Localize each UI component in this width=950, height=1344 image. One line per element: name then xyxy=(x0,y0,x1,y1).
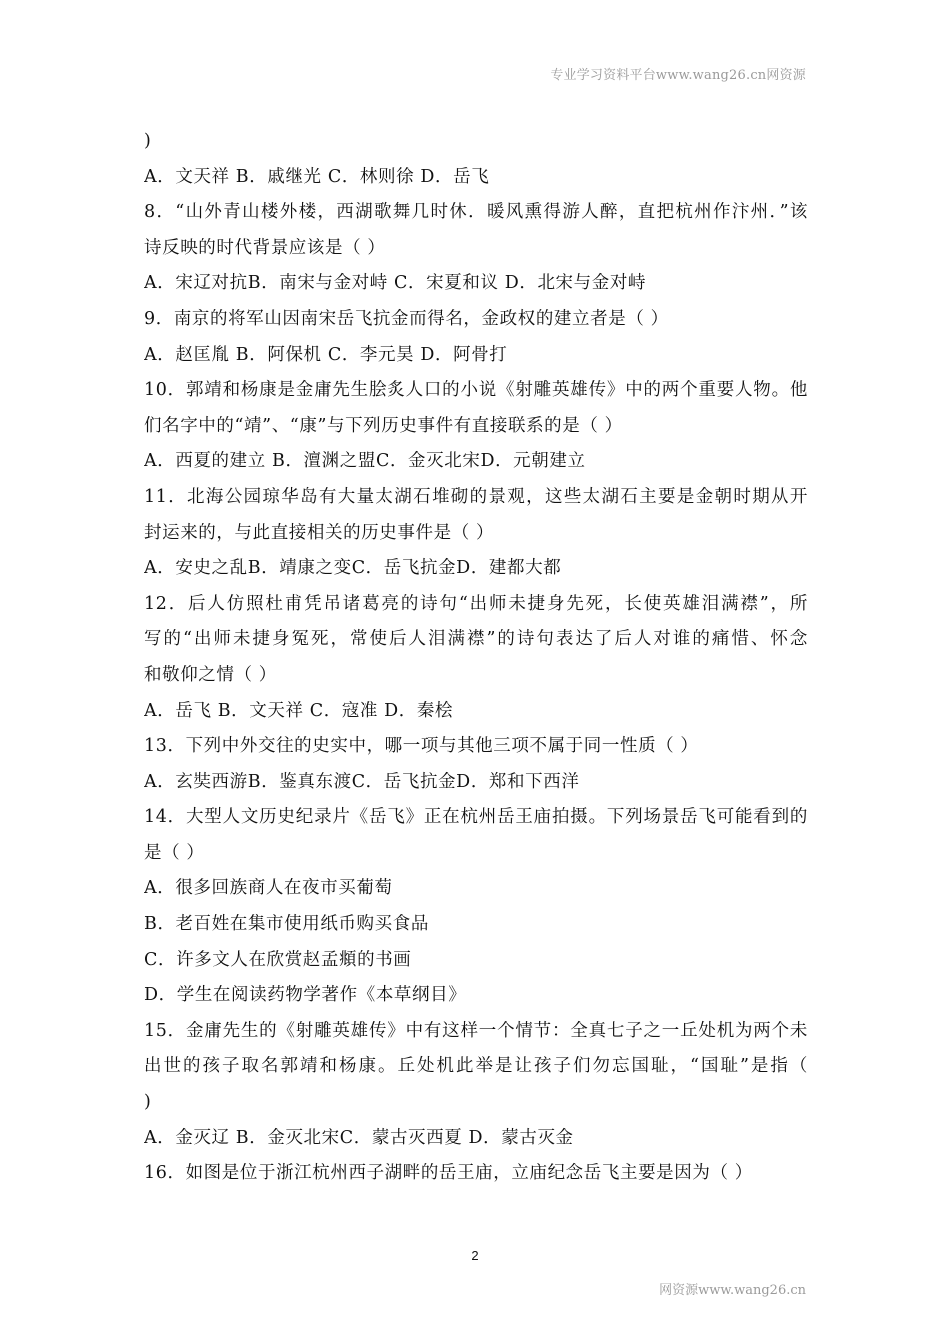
text-line: C．许多文人在欣赏赵孟頫的书画 xyxy=(144,949,412,970)
text-line: B．老百姓在集市使用纸币购买食品 xyxy=(144,914,429,935)
text-line: A．玄奘西游B．鉴真东渡C．岳飞抗金D．郑和下西洋 xyxy=(144,771,580,792)
text-line: 15．金庸先生的《射雕英雄传》中有这样一个情节：全真七子之一丘处机为两个未 xyxy=(144,1020,808,1041)
text-line: A．安史之乱B．靖康之变C．岳飞抗金D．建都大都 xyxy=(144,558,562,579)
page-footer: 网资源www.wang26.cn xyxy=(659,1283,806,1298)
text-line: ) xyxy=(144,131,152,151)
text-line: 们名字中的“靖”、“康”与下列历史事件有直接联系的是（ ） xyxy=(144,415,623,436)
text-line: 出世的孩子取名郭靖和杨康。丘处机此举是让孩子们勿忘国耻，“国耻”是指（ xyxy=(144,1056,808,1077)
page-header: 专业学习资料平台www.wang26.cn网资源 xyxy=(550,68,806,83)
text-line: A．很多回族商人在夜市买葡萄 xyxy=(144,878,393,899)
text-line: A．赵匡胤 B．阿保机 C．李元昊 D．阿骨打 xyxy=(144,344,508,365)
text-line: 写的“出师未捷身冤死，常使后人泪满襟”的诗句表达了后人对谁的痛惜、怀念 xyxy=(144,629,808,650)
text-line: 9．南京的将军山因南宋岳飞抗金而得名，金政权的建立者是（ ） xyxy=(144,308,669,329)
text-line: 封运来的，与此直接相关的历史事件是（ ） xyxy=(144,522,495,543)
text-line: 16．如图是位于浙江杭州西子湖畔的岳王庙，立庙纪念岳飞主要是因为（ ） xyxy=(144,1163,753,1184)
text-line: 和敬仰之情（ ） xyxy=(144,664,277,685)
page-number: 2 xyxy=(471,1248,479,1263)
text-line: 12．后人仿照杜甫凭吊诸葛亮的诗句“出师未捷身先死，长使英雄泪满襟”，所 xyxy=(144,593,808,614)
text-line: 10．郭靖和杨康是金庸先生脍炙人口的小说《射雕英雄传》中的两个重要人物。他 xyxy=(144,380,808,401)
text-line: A．岳飞 B．文天祥 C．寇准 D．秦桧 xyxy=(144,700,454,721)
text-line: 14．大型人文历史纪录片《岳飞》正在杭州岳王庙拍摄。下列场景岳飞可能看到的 xyxy=(144,807,808,828)
text-line: D．学生在阅读药物学著作《本草纲目》 xyxy=(144,985,467,1006)
text-line: 11．北海公园琼华岛有大量太湖石堆砌的景观，这些太湖石主要是金朝时期从开 xyxy=(144,486,808,507)
text-line: 8．“山外青山楼外楼，西湖歌舞几时休．暖风熏得游人醉，直把杭州作汴州．”该 xyxy=(144,202,808,223)
text-line: 13．下列中外交往的史实中，哪一项与其他三项不属于同一性质（ ） xyxy=(144,736,699,757)
text-line: A．宋辽对抗B．南宋与金对峙 C．宋夏和议 D．北宋与金对峙 xyxy=(144,273,647,294)
document-body xyxy=(144,124,808,1192)
text-line: A．西夏的建立 B．澶渊之盟C．金灭北宋D．元朝建立 xyxy=(144,451,586,472)
text-line: 是（ ） xyxy=(144,842,205,863)
text-line: ) xyxy=(144,1092,152,1113)
text-line: A．文天祥 B．戚继光 C．林则徐 D．岳飞 xyxy=(144,166,490,187)
text-line: A．金灭辽 B．金灭北宋C．蒙古灭西夏 D．蒙古灭金 xyxy=(144,1127,574,1148)
text-line: 诗反映的时代背景应该是（ ） xyxy=(144,237,386,258)
